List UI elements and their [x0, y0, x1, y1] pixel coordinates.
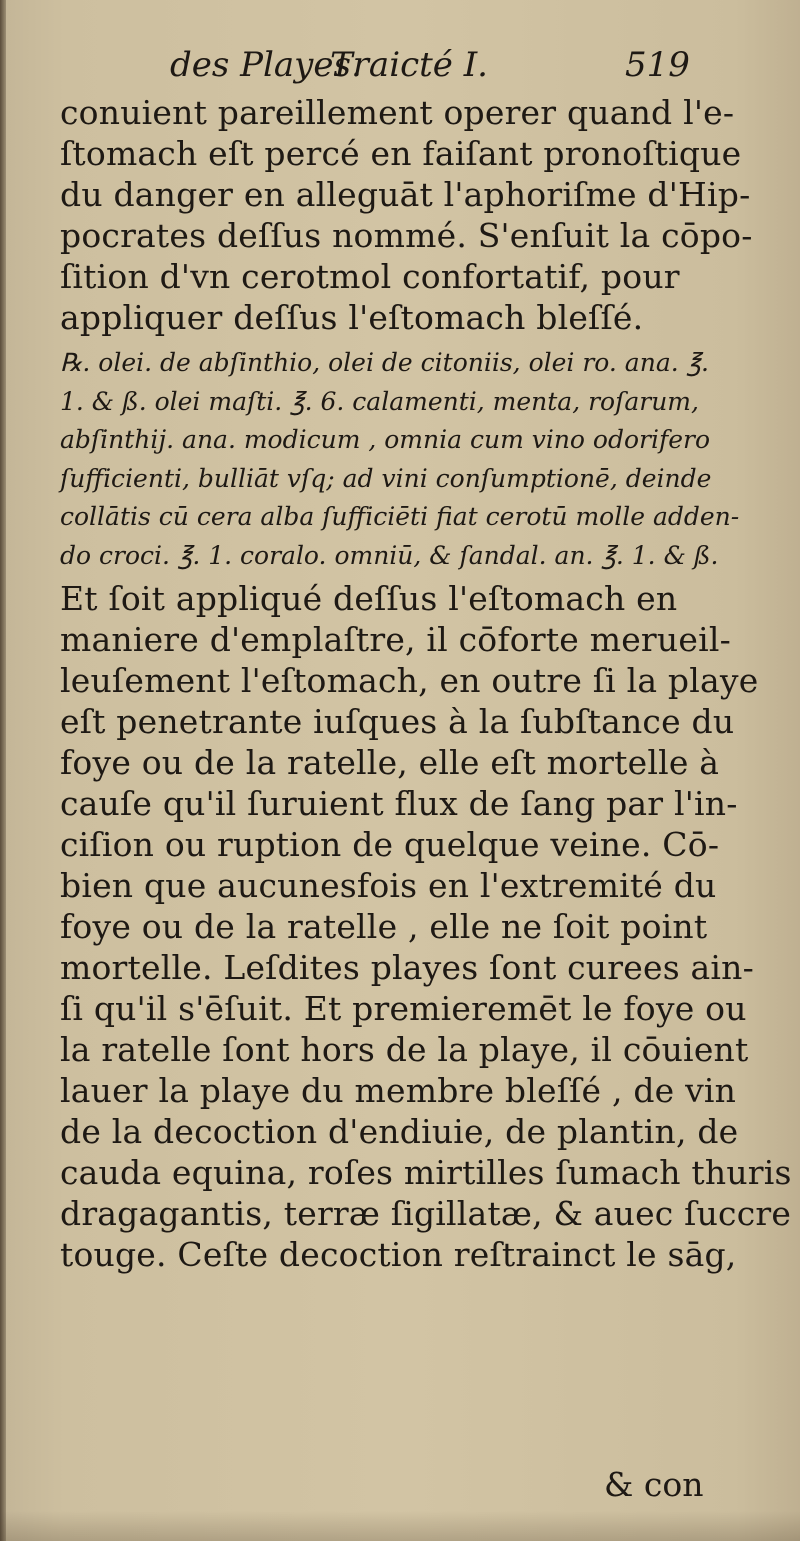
text-line: maniere d'emplaſtre, il cōforte merueil- [60, 619, 731, 659]
text-line: ciſion ou ruption de quelque veine. Cō- [60, 824, 720, 864]
running-header [170, 40, 730, 90]
recipe-line: 1. & ß. olei maſti. ℥. 6. calamenti, menta, roſarum, [60, 386, 699, 416]
text-line: touge. Ceſte decoction reſtrainct le sāg, [60, 1234, 737, 1274]
running-header-section: des Playes. [170, 45, 362, 85]
paragraph-main [60, 578, 792, 1275]
text-line: bien que aucunesfois en l'extremité du [60, 865, 717, 905]
text-line: la ratelle ſont hors de la playe, il cōuient [60, 1029, 749, 1069]
running-header-title: Traicté I. [330, 45, 488, 85]
text-line: de la decoction d'endiuie, de plantin, de [60, 1111, 739, 1151]
text-line: ſtomach eſt percé en faiſant pronoſtique [60, 134, 742, 173]
text-line: ſition d'vn cerotmol confortatif, pour [60, 257, 680, 296]
recipe-line: abſinthij. ana. modicum , omnia cum vino odorifero [60, 425, 711, 455]
text-line: cauſe qu'il ſuruient flux de ſang par l'in- [60, 783, 738, 823]
recipe-line: collātis cū cera alba ſufficiēti fiat cerotū molle adden- [60, 502, 740, 532]
text-line: ſi qu'il s'ēſuit. Et premieremēt le foye ou [60, 988, 747, 1028]
recipe-block [60, 344, 740, 576]
page-number: 519 [625, 45, 690, 85]
text-line: conuient pareillement operer quand l'e- [60, 93, 735, 132]
text-line: foye ou de la ratelle , elle ne ſoit point [60, 906, 708, 946]
recipe-line: ℞. olei. de abſinthio, olei de citoniis, olei ro. ana. ℥. [60, 348, 709, 377]
text-line: foye ou de la ratelle, elle eſt mortelle à [60, 742, 720, 782]
text-line: pocrates deſſus nommé. S'enſuit la cōpo- [60, 216, 753, 255]
text-line: appliquer deſſus l'eſtomach bleſſé. [60, 298, 644, 337]
paragraph-intro [60, 92, 753, 338]
recipe-line: ſufficienti, bulliāt vſq; ad vini conſumptionē, deinde [60, 463, 712, 493]
text-line: eſt penetrante iuſques à la ſubſtance du [60, 701, 735, 741]
recipe-line: do croci. ℥. 1. coralo. omniū, & ſandal. an. ℥. 1. & ß. [60, 540, 719, 570]
catchword: & con [604, 1465, 704, 1504]
page-text [60, 92, 792, 1275]
text-line: mortelle. Leſdites playes ſont curees ain- [60, 947, 754, 987]
page-bottom-shadow [0, 1511, 800, 1541]
text-line: dragagantis, terræ ſigillatæ, & auec ſuccre [60, 1193, 792, 1233]
text-line: lauer la playe du membre bleſſé , de vin [60, 1070, 737, 1110]
text-line: du danger en alleguāt l'aphoriſme d'Hip- [60, 175, 751, 214]
text-line: cauda equina, roſes mirtilles ſumach thuris [60, 1152, 792, 1192]
text-line: Et ſoit appliqué deſſus l'eſtomach en [60, 578, 678, 618]
text-line: leuſement l'eſtomach, en outre ſi la playe [60, 660, 759, 700]
page-binding-edge [0, 0, 6, 1541]
